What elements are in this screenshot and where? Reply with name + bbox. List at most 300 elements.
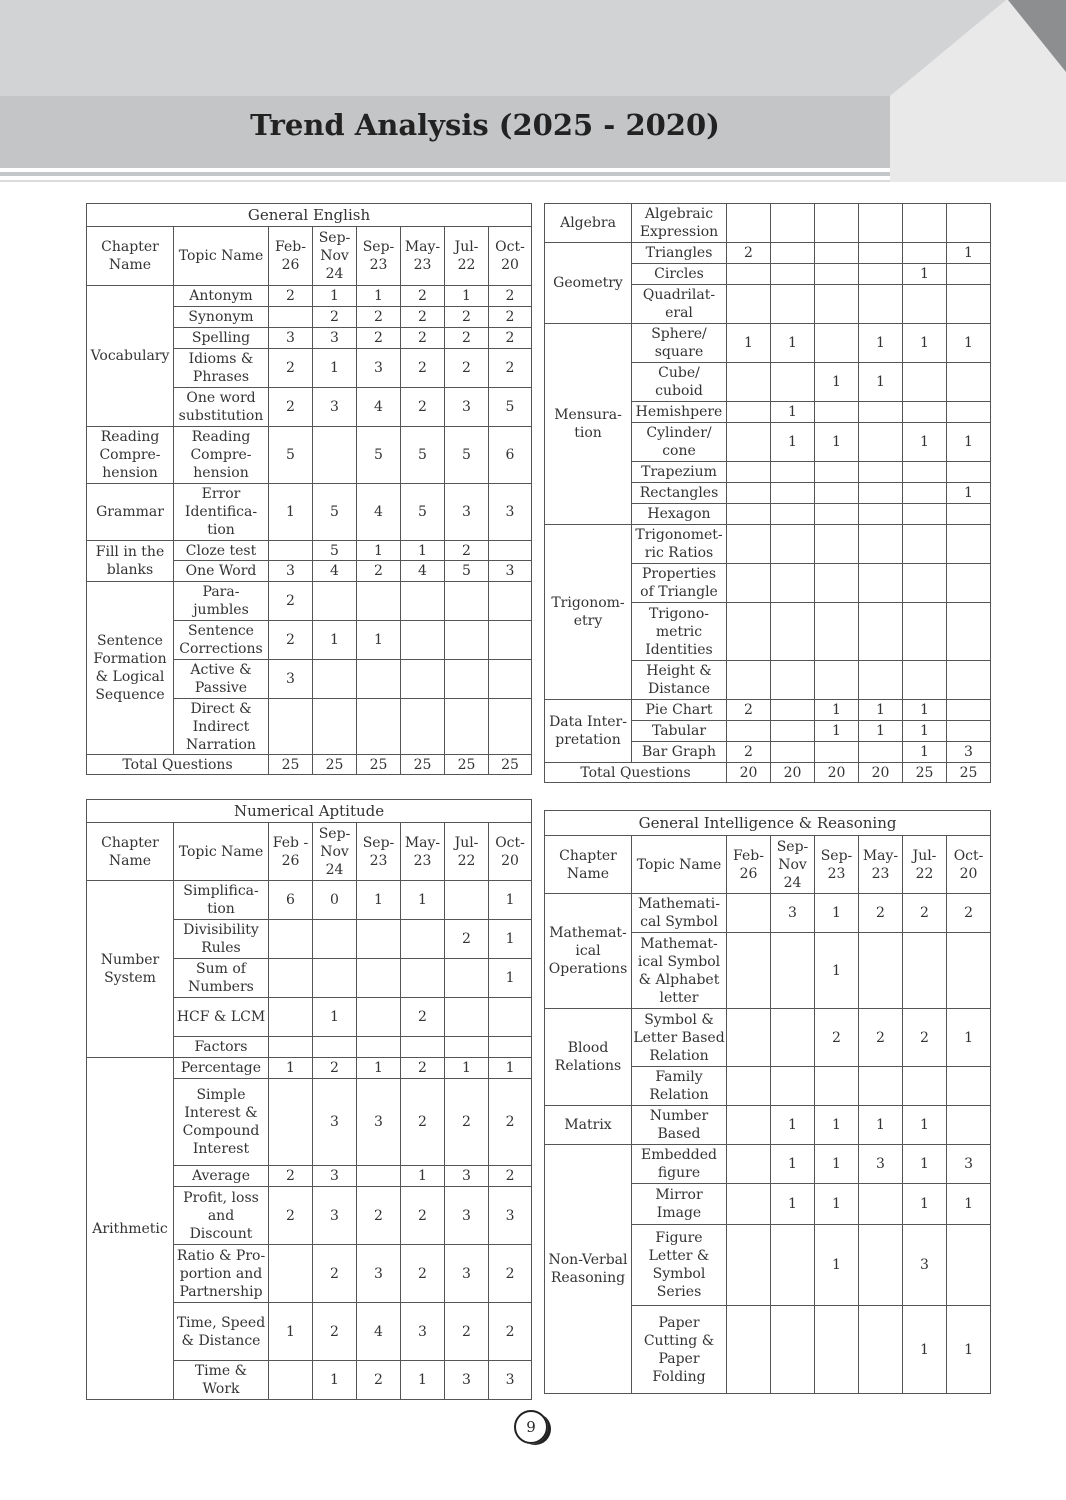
value-cell [727,1145,771,1184]
value-cell [859,661,903,700]
value-cell: 2 [445,1079,489,1166]
chapter-name-cell: Algebra [545,204,632,243]
value-cell: 1 [401,1361,445,1400]
value-cell [727,483,771,504]
value-cell [727,1106,771,1145]
page-number: 9 [514,1410,548,1444]
value-cell: 1 [313,349,357,388]
value-cell [947,525,991,564]
value-cell: 1 [859,700,903,721]
period-header: Oct-20 [947,836,991,894]
value-cell [269,920,313,959]
value-cell [489,660,532,699]
value-cell: 0 [313,881,357,920]
value-cell: 1 [947,1306,991,1394]
value-cell [815,742,859,763]
total-value-cell: 20 [859,763,903,783]
value-cell: 2 [357,1187,401,1245]
value-cell: 1 [815,1184,859,1225]
value-cell: 3 [903,1225,947,1306]
value-cell: 2 [445,328,489,349]
value-cell [771,525,815,564]
value-cell: 2 [489,328,532,349]
value-cell [815,1067,859,1106]
value-cell [859,1306,903,1394]
value-cell: 2 [727,243,771,264]
topic-name-cell: Percentage [174,1058,269,1079]
value-cell [859,423,903,462]
chapter-name-cell: Geometry [545,243,632,324]
value-cell [815,204,859,243]
value-cell [859,1184,903,1225]
value-cell [727,1225,771,1306]
value-cell [445,621,489,660]
period-header: Jul-22 [445,227,489,286]
value-cell [947,204,991,243]
value-cell [269,1245,313,1303]
value-cell [357,1037,401,1058]
value-cell: 1 [489,920,532,959]
value-cell: 2 [269,286,313,307]
value-cell: 3 [445,1245,489,1303]
value-cell: 6 [489,427,532,484]
value-cell [727,603,771,661]
value-cell: 5 [445,427,489,484]
value-cell: 2 [445,349,489,388]
table-row [545,1106,991,1145]
value-cell [489,1037,532,1058]
value-cell: 1 [947,423,991,462]
value-cell: 5 [489,388,532,427]
topic-name-cell: Antonym [174,286,269,307]
table-row [87,484,532,541]
value-cell [771,363,815,402]
topic-name-cell: Hexagon [632,504,727,525]
chapter-name-cell: Reading Compre-hension [87,427,174,484]
topic-name-cell: Rectangles [632,483,727,504]
value-cell [947,402,991,423]
total-value-cell: 25 [357,755,401,775]
value-cell: 3 [313,1079,357,1166]
value-cell [771,564,815,603]
value-cell [771,1225,815,1306]
table-row [87,286,532,307]
value-cell: 2 [903,1009,947,1067]
value-cell [771,483,815,504]
chapter-name-cell: Number System [87,881,174,1058]
total-value-cell: 20 [771,763,815,783]
topic-name-header: Topic Name [174,823,269,881]
value-cell [269,959,313,998]
value-cell [903,402,947,423]
table-row [545,700,991,721]
topic-name-cell: Active & Passive [174,660,269,699]
value-cell: 1 [815,933,859,1009]
value-cell: 2 [401,1187,445,1245]
value-cell [903,483,947,504]
topic-name-cell: Average [174,1166,269,1187]
value-cell: 2 [489,1166,532,1187]
value-cell [815,504,859,525]
table-header-row [545,836,991,894]
topic-name-cell: Profit, loss and Discount [174,1187,269,1245]
value-cell: 4 [401,561,445,582]
period-header: Sep-23 [815,836,859,894]
total-value-cell: 25 [401,755,445,775]
total-label: Total Questions [87,755,269,775]
value-cell [771,204,815,243]
value-cell: 2 [269,349,313,388]
value-cell [357,1166,401,1187]
value-cell: 2 [947,894,991,933]
topic-name-cell: Paper Cutting & Paper Folding [632,1306,727,1394]
value-cell [903,1067,947,1106]
value-cell: 2 [489,286,532,307]
value-cell: 3 [269,328,313,349]
value-cell [269,307,313,328]
value-cell: 1 [903,700,947,721]
topic-name-cell: HCF & LCM [174,998,269,1037]
value-cell [401,959,445,998]
value-cell: 3 [313,1166,357,1187]
value-cell: 3 [313,388,357,427]
value-cell: 2 [313,1058,357,1079]
value-cell: 2 [269,388,313,427]
value-cell [401,699,445,755]
value-cell: 3 [357,1079,401,1166]
value-cell [947,462,991,483]
topic-name-cell: Divisibility Rules [174,920,269,959]
value-cell: 1 [903,1106,947,1145]
value-cell: 3 [445,1187,489,1245]
value-cell [771,603,815,661]
value-cell: 1 [489,959,532,998]
value-cell: 2 [445,920,489,959]
period-header: May-23 [401,823,445,881]
value-cell [771,264,815,285]
value-cell: 3 [401,1303,445,1361]
table-row [87,881,532,920]
value-cell: 1 [815,1225,859,1306]
period-header: Feb-26 [269,227,313,286]
value-cell [859,462,903,483]
total-value-cell: 25 [445,755,489,775]
value-cell [947,564,991,603]
math-continued-table [544,203,991,783]
value-cell: 2 [903,894,947,933]
topic-name-cell: Mathemati-cal Symbol [632,894,727,933]
value-cell: 2 [269,1166,313,1187]
value-cell [903,603,947,661]
value-cell: 2 [445,541,489,561]
total-value-cell: 25 [313,755,357,775]
value-cell [445,959,489,998]
value-cell: 4 [357,484,401,541]
value-cell: 2 [401,307,445,328]
value-cell [947,661,991,700]
chapter-name-cell: Blood Relations [545,1009,632,1106]
value-cell [269,699,313,755]
topic-name-cell: Time & Work [174,1361,269,1400]
value-cell: 2 [445,307,489,328]
value-cell [771,285,815,324]
reasoning-table [544,810,991,1394]
table-row [545,1009,991,1067]
topic-name-cell: Quadrilat-eral [632,285,727,324]
value-cell: 1 [269,1303,313,1361]
value-cell [727,423,771,462]
value-cell [903,525,947,564]
value-cell: 1 [357,881,401,920]
value-cell: 1 [859,721,903,742]
value-cell: 1 [815,894,859,933]
value-cell [313,920,357,959]
total-label: Total Questions [545,763,727,783]
value-cell: 3 [269,561,313,582]
value-cell: 1 [401,1166,445,1187]
topic-name-cell: Time, Speed & Distance [174,1303,269,1361]
value-cell [903,661,947,700]
value-cell [947,1225,991,1306]
value-cell [313,427,357,484]
value-cell [859,564,903,603]
value-cell [727,933,771,1009]
value-cell: 1 [815,423,859,462]
value-cell [859,204,903,243]
chapter-name-cell: Mensura-tion [545,324,632,525]
value-cell: 2 [401,1079,445,1166]
value-cell: 3 [489,561,532,582]
value-cell: 2 [489,1245,532,1303]
value-cell: 1 [815,363,859,402]
chapter-name-cell: Fill in the blanks [87,541,174,582]
value-cell [727,1184,771,1225]
value-cell: 2 [859,894,903,933]
period-header: Jul-22 [445,823,489,881]
topic-name-cell: Synonym [174,307,269,328]
value-cell [815,603,859,661]
value-cell [771,661,815,700]
table-caption: Numerical Aptitude [87,800,532,823]
value-cell [771,1306,815,1394]
chapter-name-cell: Vocabulary [87,286,174,427]
value-cell: 5 [401,427,445,484]
value-cell: 2 [489,349,532,388]
period-header: Sep-Nov 24 [313,823,357,881]
value-cell [727,285,771,324]
total-row [87,755,532,775]
value-cell [727,894,771,933]
value-cell [771,933,815,1009]
topic-name-cell: Family Relation [632,1067,727,1106]
value-cell: 1 [947,243,991,264]
value-cell: 1 [815,700,859,721]
value-cell [771,1067,815,1106]
topic-name-cell: Factors [174,1037,269,1058]
value-cell [313,1037,357,1058]
value-cell: 1 [947,483,991,504]
value-cell [269,998,313,1037]
value-cell [489,699,532,755]
page-title: Trend Analysis (2025 - 2020) [250,108,720,142]
value-cell [357,699,401,755]
value-cell: 1 [313,286,357,307]
chapter-name-cell: Mathemat-ical Operations [545,894,632,1009]
total-value-cell: 20 [727,763,771,783]
value-cell: 1 [489,1058,532,1079]
value-cell: 1 [771,1145,815,1184]
period-header: Sep-Nov 24 [313,227,357,286]
value-cell [269,1079,313,1166]
value-cell [947,1106,991,1145]
value-cell [815,402,859,423]
value-cell [489,621,532,660]
value-cell [313,959,357,998]
value-cell [947,721,991,742]
value-cell [947,504,991,525]
numerical-aptitude-table [86,799,532,1400]
value-cell [903,462,947,483]
value-cell [815,324,859,363]
table-row [87,1058,532,1079]
table-row [545,243,991,264]
value-cell [313,699,357,755]
topic-name-cell: Cloze test [174,541,269,561]
period-header: May-23 [401,227,445,286]
chapter-name-cell: Trigonom-etry [545,525,632,700]
value-cell: 5 [445,561,489,582]
value-cell: 3 [445,1361,489,1400]
value-cell [313,582,357,621]
value-cell [727,363,771,402]
value-cell [903,564,947,603]
value-cell [859,264,903,285]
value-cell: 3 [357,1245,401,1303]
period-header: May-23 [859,836,903,894]
topic-name-cell: Error Identifica-tion [174,484,269,541]
value-cell: 1 [445,1058,489,1079]
period-header: Sep-23 [357,227,401,286]
topic-name-cell: Spelling [174,328,269,349]
topic-name-cell: Hemishpere [632,402,727,423]
value-cell: 3 [859,1145,903,1184]
table-row [545,525,991,564]
value-cell [903,243,947,264]
value-cell [859,285,903,324]
value-cell: 2 [727,742,771,763]
value-cell [771,1009,815,1067]
topic-name-cell: Direct & Indirect Narration [174,699,269,755]
header-corner-decoration [890,0,1066,182]
topic-name-cell: Properties of Triangle [632,564,727,603]
value-cell [727,264,771,285]
topic-name-cell: Figure Letter & Symbol Series [632,1225,727,1306]
table-caption: General Intelligence & Reasoning [545,811,991,836]
value-cell: 2 [313,1245,357,1303]
value-cell: 1 [357,621,401,660]
value-cell: 5 [313,484,357,541]
value-cell: 1 [313,621,357,660]
value-cell: 2 [313,307,357,328]
value-cell: 1 [401,541,445,561]
value-cell [815,1306,859,1394]
value-cell: 3 [313,1187,357,1245]
value-cell [815,564,859,603]
topic-name-cell: Para-jumbles [174,582,269,621]
value-cell: 5 [313,541,357,561]
value-cell [903,504,947,525]
chapter-name-cell: Matrix [545,1106,632,1145]
value-cell: 3 [445,484,489,541]
value-cell: 2 [401,998,445,1037]
value-cell [445,881,489,920]
value-cell [401,1037,445,1058]
value-cell [357,920,401,959]
value-cell [727,504,771,525]
period-header: Jul-22 [903,836,947,894]
value-cell: 2 [401,286,445,307]
value-cell: 4 [313,561,357,582]
value-cell: 2 [357,328,401,349]
topic-name-cell: Number Based [632,1106,727,1145]
period-header: Feb-26 [727,836,771,894]
period-header: Sep-Nov 24 [771,836,815,894]
value-cell: 2 [727,700,771,721]
value-cell [727,1009,771,1067]
value-cell [859,243,903,264]
value-cell: 1 [313,998,357,1037]
value-cell [815,462,859,483]
chapter-name-cell: Non-Verbal Reasoning [545,1145,632,1394]
topic-name-cell: Mathemat-ical Symbol & Alphabet letter [632,933,727,1009]
value-cell [357,660,401,699]
value-cell: 1 [815,721,859,742]
value-cell [771,243,815,264]
value-cell: 3 [445,1166,489,1187]
value-cell [489,998,532,1037]
total-row [545,763,991,783]
value-cell: 2 [269,1187,313,1245]
period-header: Feb - 26 [269,823,313,881]
value-cell: 2 [357,1361,401,1400]
period-header: Sep-23 [357,823,401,881]
value-cell: 2 [815,1009,859,1067]
value-cell: 3 [947,742,991,763]
topic-name-cell: Triangles [632,243,727,264]
topic-name-cell: Pie Chart [632,700,727,721]
topic-name-cell: Cube/ cuboid [632,363,727,402]
total-value-cell: 20 [815,763,859,783]
value-cell: 1 [859,324,903,363]
value-cell: 1 [859,363,903,402]
topic-name-cell: Simplifica-tion [174,881,269,920]
value-cell: 1 [771,324,815,363]
value-cell [859,483,903,504]
chapter-name-cell: Data Inter-pretation [545,700,632,763]
value-cell [947,603,991,661]
topic-name-cell: Sum of Numbers [174,959,269,998]
value-cell: 2 [859,1009,903,1067]
value-cell [859,933,903,1009]
value-cell: 2 [313,1303,357,1361]
value-cell: 2 [401,388,445,427]
value-cell: 1 [815,1106,859,1145]
value-cell: 3 [489,1361,532,1400]
value-cell: 1 [357,1058,401,1079]
value-cell [771,504,815,525]
value-cell: 2 [401,1058,445,1079]
value-cell [771,742,815,763]
